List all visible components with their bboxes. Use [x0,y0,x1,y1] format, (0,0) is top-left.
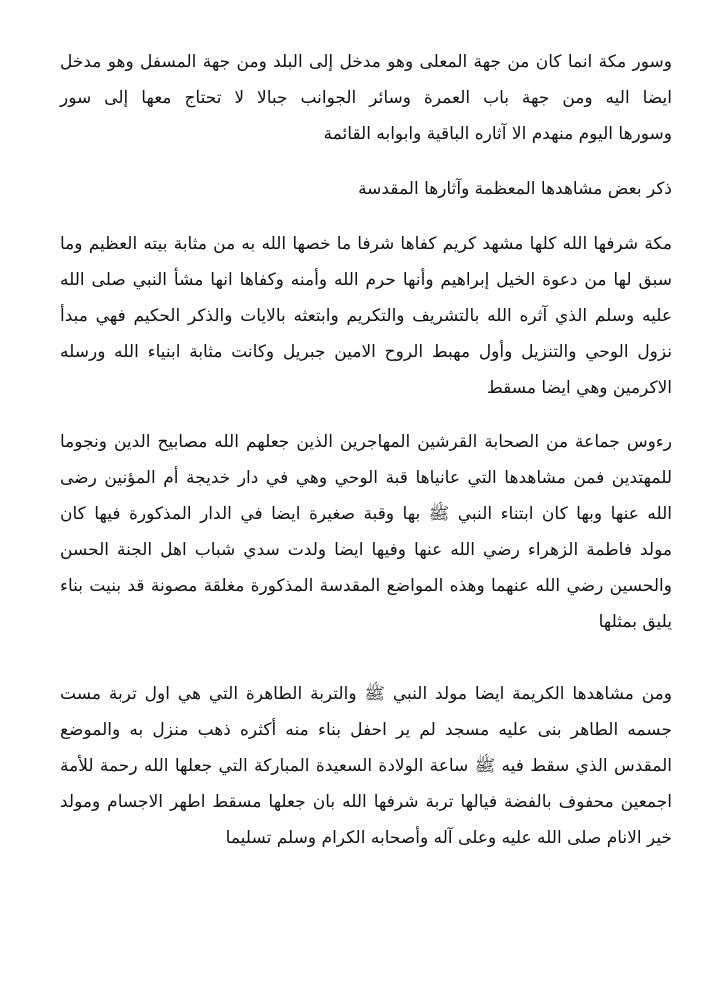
paragraph-line: المقدس الذي سقط فيه ﷺ ساعة الولادة السعيدة المباركة التي جعلها الله رحمة للأمة [60,756,672,776]
paragraph-prophet-birthplace [60,676,672,856]
paragraph-line: الله عنها وبها كان ابتناء النبي ﷺ بها وقبة صغيرة ايضا في الدار المذكورة فيها كان [60,504,672,524]
paragraph-line: مكة شرفها الله كلها مشهد كريم كفاها شرفا ما خصها الله به من مثابة بيته العظيم وما [60,234,672,254]
paragraph-line: للمهتدين فمن مشاهدها التي عانياها قبة الوحي وهي في دار خديجة أم المؤنين رضى [60,468,672,488]
section-heading-text: ذكر بعض مشاهدها المعظمة وآثارها المقدسة [358,179,672,199]
paragraph-line: وسور مكة انما كان من جهة المعلى وهو مدخل إلى البلد ومن جهة المسفل وهو مدخل [60,52,672,72]
paragraph-line: مولد فاطمة الزهراء رضي الله عنها وفيها ايضا ولدت سدي شباب اهل الجنة الحسن [60,540,672,560]
paragraph-mecca-honor [60,226,672,406]
paragraph-line: ومن مشاهدها الكريمة ايضا مولد النبي ﷺ والتربة الطاهرة التي هي اول تربة مست [60,684,672,704]
paragraph-line: اجمعين محفوف بالفضة فيالها تربة شرفها الله بان جعلها مسقط اطهر الاجسام ومولد [60,792,672,812]
paragraph-line: جسمه الطاهر بنى عليه مسجد لم ير احفل بناء منه أكثره ذهب منزل به والموضع [60,720,672,740]
paragraph-line: ايضا اليه ومن جهة باب العمرة وسائر الجوانب جبالا لا تحتاج معها إلى سور [60,88,672,108]
paragraph-companions [60,424,672,640]
paragraph-line: سبق لها من دعوة الخيل إبراهيم وأنها حرم الله وأمنه وكفاها انها مشأ النبي صلى الله [60,270,672,290]
paragraph-line: يليق بمثلها [598,612,672,632]
paragraph-line: عليه وسلم الذي آثره الله بالتشريف والتكريم وابتعثه بالايات والذكر الحكيم فهي مبدأ [60,306,672,326]
paragraph-line: وسورها اليوم منهدم الا آثاره الباقية وابوابه القائمة [323,124,672,144]
paragraph-line: نزول الوحي والتنزيل وأول مهبط الروح الامين جبريل وكانت مثابة ابنياء الله ورسله [60,342,672,362]
section-heading [60,171,672,207]
paragraph-line: رءوس جماعة من الصحابة القرشين المهاجرين الذين جعلهم الله مصابيح الدين ونجوما [60,432,672,452]
paragraph-line: الاكرمين وهي ايضا مسقط [486,378,672,398]
paragraph-mecca-wall [60,44,672,152]
paragraph-line: خير الانام صلى الله عليه وعلى آله وأصحابه الكرام وسلم تسليما [225,828,672,848]
paragraph-line: والحسين رضي الله عنهما وهذه المواضع المقدسة المذكورة مغلقة مصونة قد بنيت بناء [60,576,672,596]
